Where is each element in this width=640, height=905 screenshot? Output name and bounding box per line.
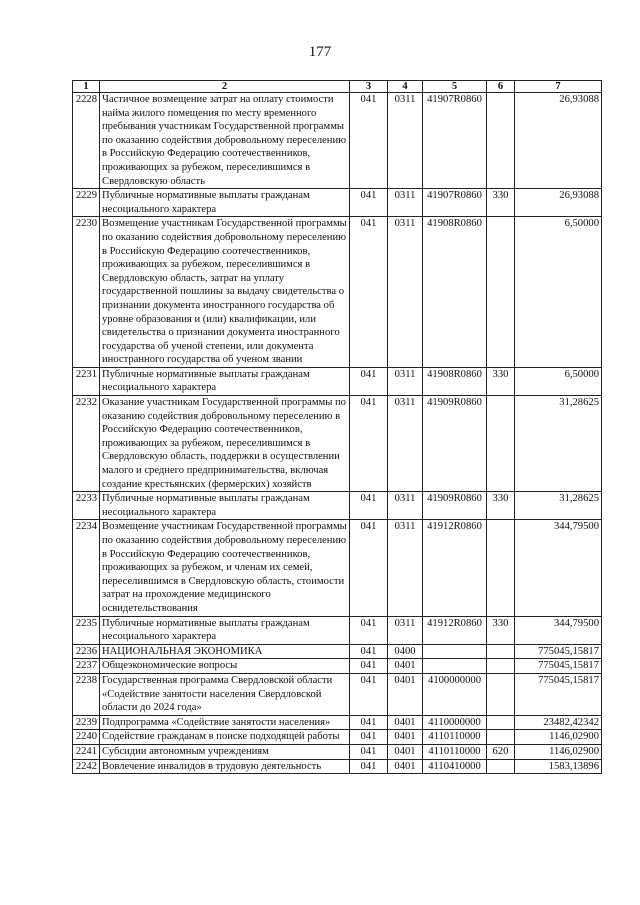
- row-amount: 6,50000: [515, 217, 602, 368]
- row-number: 2237: [73, 659, 100, 674]
- table-row: [73, 715, 602, 730]
- row-section-code: 0311: [388, 616, 423, 644]
- row-expense-code: [487, 520, 515, 616]
- table-row: [73, 93, 602, 189]
- column-header: 7: [515, 81, 602, 93]
- row-number: 2234: [73, 520, 100, 616]
- row-expense-code: 330: [487, 492, 515, 520]
- column-header: 5: [423, 81, 487, 93]
- row-section-code: 0311: [388, 93, 423, 189]
- column-header: 3: [350, 81, 388, 93]
- row-ministry-code: 041: [350, 217, 388, 368]
- row-number: 2230: [73, 217, 100, 368]
- row-target-code: [423, 644, 487, 659]
- row-amount: 344,79500: [515, 520, 602, 616]
- row-target-code: 4110410000: [423, 759, 487, 774]
- row-section-code: 0401: [388, 744, 423, 759]
- table-row: [73, 492, 602, 520]
- row-target-code: 41907R0860: [423, 189, 487, 217]
- row-section-code: 0401: [388, 659, 423, 674]
- row-target-code: 41909R0860: [423, 492, 487, 520]
- row-number: 2233: [73, 492, 100, 520]
- row-number: 2239: [73, 715, 100, 730]
- column-header: 6: [487, 81, 515, 93]
- row-target-code: [423, 659, 487, 674]
- row-name: Государственная программа Свердловской области «Содействие занятости населения Свердловской области до 2024 года»: [100, 673, 350, 715]
- row-ministry-code: 041: [350, 93, 388, 189]
- budget-table: [72, 80, 602, 774]
- row-section-code: 0401: [388, 673, 423, 715]
- row-section-code: 0311: [388, 217, 423, 368]
- row-number: 2235: [73, 616, 100, 644]
- row-expense-code: 620: [487, 744, 515, 759]
- row-target-code: 41912R0860: [423, 616, 487, 644]
- row-name: Содействие гражданам в поиске подходящей работы: [100, 730, 350, 745]
- row-number: 2241: [73, 744, 100, 759]
- row-name: Частичное возмещение затрат на оплату стоимости найма жилого помещения по месту временного пребывания участникам Государственной программы по оказанию содействия добровольному переселению в Российскую Федерацию соотечественников, проживающих за рубежом, переселившимся в Свердловскую область: [100, 93, 350, 189]
- row-number: 2232: [73, 396, 100, 492]
- table-row: [73, 759, 602, 774]
- row-section-code: 0401: [388, 730, 423, 745]
- row-expense-code: 330: [487, 616, 515, 644]
- row-number: 2238: [73, 673, 100, 715]
- row-amount: 6,50000: [515, 367, 602, 395]
- row-section-code: 0400: [388, 644, 423, 659]
- row-target-code: 41908R0860: [423, 217, 487, 368]
- table-row: [73, 217, 602, 368]
- row-expense-code: [487, 93, 515, 189]
- row-name: Оказание участникам Государственной программы по оказанию содействия добровольному переселению в Российскую Федерацию соотечественников, проживающих за рубежом, переселившимся в Свердловскую область, поддержки в осуществлении малого и среднего предпринимательства, включая создание крестьянских (фермерских) хозяйств: [100, 396, 350, 492]
- row-expense-code: [487, 659, 515, 674]
- row-expense-code: 330: [487, 189, 515, 217]
- column-header: 2: [100, 81, 350, 93]
- table-row: [73, 659, 602, 674]
- row-ministry-code: 041: [350, 715, 388, 730]
- row-ministry-code: 041: [350, 730, 388, 745]
- row-expense-code: [487, 715, 515, 730]
- row-number: 2240: [73, 730, 100, 745]
- row-amount: 1146,02900: [515, 730, 602, 745]
- row-name: Субсидии автономным учреждениям: [100, 744, 350, 759]
- row-name: Возмещение участникам Государственной программы по оказанию содействия добровольному переселению в Российскую Федерацию соотечественников, проживающих за рубежом, и членам их семей, переселившимся в Свердловскую область, стоимости затрат на прохождение медицинского освидетельствования: [100, 520, 350, 616]
- row-ministry-code: 041: [350, 659, 388, 674]
- row-section-code: 0311: [388, 492, 423, 520]
- row-expense-code: [487, 759, 515, 774]
- row-ministry-code: 041: [350, 189, 388, 217]
- row-name: Публичные нормативные выплаты гражданам несоциального характера: [100, 616, 350, 644]
- table-row: [73, 730, 602, 745]
- row-ministry-code: 041: [350, 616, 388, 644]
- table-row: [73, 673, 602, 715]
- row-name: Вовлечение инвалидов в трудовую деятельность: [100, 759, 350, 774]
- row-expense-code: [487, 396, 515, 492]
- row-amount: 775045,15817: [515, 673, 602, 715]
- table-row: [73, 367, 602, 395]
- row-expense-code: [487, 673, 515, 715]
- row-amount: 31,28625: [515, 492, 602, 520]
- row-amount: 1583,13896: [515, 759, 602, 774]
- row-ministry-code: 041: [350, 367, 388, 395]
- table-row: [73, 744, 602, 759]
- row-name: НАЦИОНАЛЬНАЯ ЭКОНОМИКА: [100, 644, 350, 659]
- row-amount: 23482,42342: [515, 715, 602, 730]
- row-ministry-code: 041: [350, 673, 388, 715]
- row-ministry-code: 041: [350, 492, 388, 520]
- row-expense-code: [487, 730, 515, 745]
- row-ministry-code: 041: [350, 644, 388, 659]
- row-section-code: 0311: [388, 396, 423, 492]
- table-row: [73, 520, 602, 616]
- row-expense-code: 330: [487, 367, 515, 395]
- table-row: [73, 616, 602, 644]
- row-target-code: 41912R0860: [423, 520, 487, 616]
- row-section-code: 0311: [388, 367, 423, 395]
- page-number: 177: [308, 44, 332, 60]
- row-expense-code: [487, 644, 515, 659]
- row-amount: 31,28625: [515, 396, 602, 492]
- row-ministry-code: 041: [350, 759, 388, 774]
- row-number: 2229: [73, 189, 100, 217]
- row-name: Публичные нормативные выплаты гражданам несоциального характера: [100, 367, 350, 395]
- row-section-code: 0311: [388, 189, 423, 217]
- row-name: Подпрограмма «Содействие занятости населения»: [100, 715, 350, 730]
- row-amount: 1146,02900: [515, 744, 602, 759]
- row-amount: 26,93088: [515, 93, 602, 189]
- row-name: Публичные нормативные выплаты гражданам несоциального характера: [100, 492, 350, 520]
- table-row: [73, 189, 602, 217]
- row-number: 2242: [73, 759, 100, 774]
- row-target-code: 4110110000: [423, 730, 487, 745]
- row-amount: 775045,15817: [515, 644, 602, 659]
- row-number: 2231: [73, 367, 100, 395]
- row-target-code: 4110110000: [423, 744, 487, 759]
- row-ministry-code: 041: [350, 520, 388, 616]
- row-target-code: 41908R0860: [423, 367, 487, 395]
- table-row: [73, 396, 602, 492]
- row-ministry-code: 041: [350, 396, 388, 492]
- row-number: 2236: [73, 644, 100, 659]
- row-expense-code: [487, 217, 515, 368]
- row-amount: 775045,15817: [515, 659, 602, 674]
- table-header-row: [73, 81, 602, 93]
- column-header: 4: [388, 81, 423, 93]
- row-name: Общеэкономические вопросы: [100, 659, 350, 674]
- row-target-code: 41907R0860: [423, 93, 487, 189]
- column-header: 1: [73, 81, 100, 93]
- row-target-code: 4100000000: [423, 673, 487, 715]
- row-number: 2228: [73, 93, 100, 189]
- row-name: Возмещение участникам Государственной программы по оказанию содействия добровольному переселению в Российскую Федерацию соотечественников, проживающих за рубежом, переселившимся в Свердловскую область, затрат на уплату государственной пошлины за выдачу свидетельства о признании документа иностранного государства об уровне образования и (или) квалификации, или свидетельства о признании документа иностранного государства об ученой степени, или документа иностранного государства об ученом звании: [100, 217, 350, 368]
- row-section-code: 0401: [388, 715, 423, 730]
- row-amount: 26,93088: [515, 189, 602, 217]
- row-section-code: 0401: [388, 759, 423, 774]
- row-target-code: 41909R0860: [423, 396, 487, 492]
- table-row: [73, 644, 602, 659]
- row-section-code: 0311: [388, 520, 423, 616]
- row-target-code: 4110000000: [423, 715, 487, 730]
- row-name: Публичные нормативные выплаты гражданам несоциального характера: [100, 189, 350, 217]
- row-ministry-code: 041: [350, 744, 388, 759]
- row-amount: 344,79500: [515, 616, 602, 644]
